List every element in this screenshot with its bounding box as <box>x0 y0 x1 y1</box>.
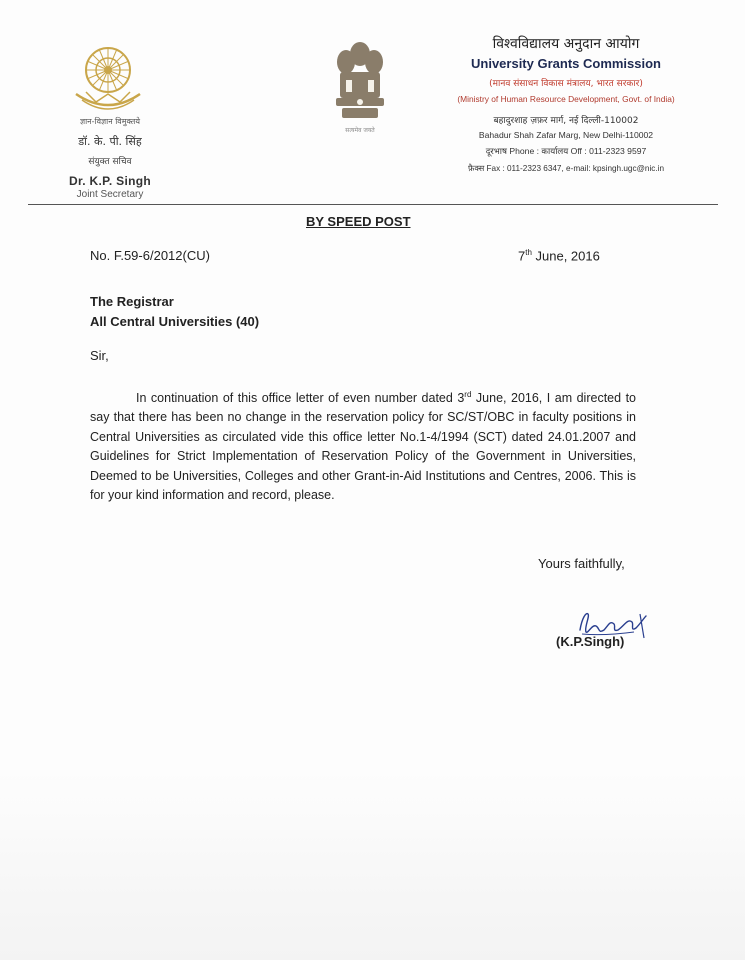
sender-designation: Joint Secretary <box>76 189 144 200</box>
ugc-logo-icon <box>66 36 150 116</box>
fax-email-line: फ़ैक्स Fax : 011-2323 6347, e-mail: kpsingh.ugc@nic.in <box>468 164 664 173</box>
sender-designation-hindi: संयुक्त सचिव <box>88 157 132 167</box>
date-day: 7 <box>518 248 526 264</box>
date-month-year: June, 2016 <box>531 248 600 264</box>
ministry-hindi: (मानव संसाधन विकास मंत्रालय, भारत सरकार) <box>489 79 643 89</box>
ugc-motto: ज्ञान-विज्ञान विमुक्तये <box>79 117 141 126</box>
org-name: University Grants Commission <box>471 56 661 71</box>
page-shadow <box>0 770 745 960</box>
phone-line: दूरभाष Phone : कार्यालय Off : 011-2323 9597 <box>485 146 647 156</box>
sender-name: Dr. K.P. Singh <box>69 174 151 188</box>
organization-block <box>448 34 684 174</box>
letter-date <box>518 248 600 263</box>
letter-body <box>90 389 636 505</box>
org-name-hindi: विश्वविद्यालय अनुदान आयोग <box>492 36 640 52</box>
addressee <box>90 292 259 332</box>
national-emblem-icon <box>330 38 390 126</box>
reference-number: No. F.59-6/2012(CU) <box>90 248 210 263</box>
sender-name-hindi: डॉ. के. पी. सिंह <box>78 135 142 148</box>
body-date-ordinal: rd <box>464 389 472 399</box>
ministry-english: (Ministry of Human Resource Development, Govt. of India) <box>457 94 675 104</box>
address-english: Bahadur Shah Zafar Marg, New Delhi-110002 <box>478 130 654 140</box>
signatory-name: (K.P.Singh) <box>556 634 625 649</box>
complimentary-close: Yours faithfully, <box>538 556 625 571</box>
emblem-caption: सत्यमेव जयते <box>345 127 375 134</box>
addressee-organization: All Central Universities (40) <box>90 314 260 329</box>
addressee-title: The Registrar <box>90 294 174 309</box>
dispatch-mode: BY SPEED POST <box>306 214 411 229</box>
salutation: Sir, <box>90 348 109 363</box>
date-ordinal: th <box>525 248 532 257</box>
letterhead-divider <box>28 204 718 205</box>
body-text-rest: June, 2016, I am directed to say that there has been no change in the reservation policy for SC/ST/OBC in faculty positions in Central Universities as circulated vide this office letter No.1-4/1994 (SCT) dated 24.01.2007 and Guidelines for Strict Implementation of Reservation Policy of the Government in Universities, Deemed to be Universities, Colleges and other Grant-in-Aid Institutions and Centres, 2006. This is for your kind information and record, please. <box>90 391 637 503</box>
sender-block <box>40 116 180 200</box>
body-text-start: In continuation of this office letter of even number dated 3 <box>136 391 465 405</box>
address-hindi: बहादुरशाह ज़फ़र मार्ग, नई दिल्ली-110002 <box>493 116 639 126</box>
